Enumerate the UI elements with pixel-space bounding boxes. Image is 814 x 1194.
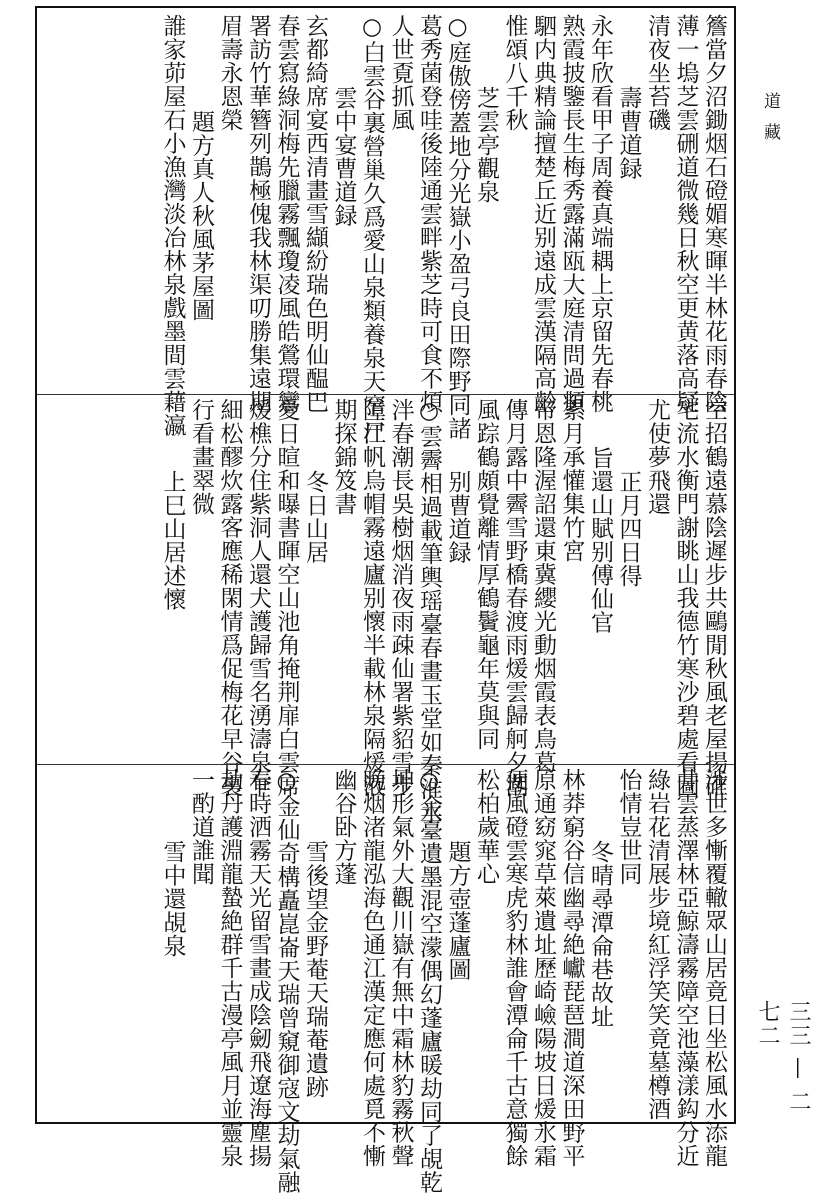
panel-divider (37, 394, 734, 395)
text-column: 駟内典精論擅楚丘近别遠成雲漢隔高齡 (530, 14, 556, 414)
text-column: 玄都綺席宴西清畫雪纈紛瑞色明仙醖巴 (302, 14, 328, 414)
text-column: 怡情豈世同 (615, 768, 642, 886)
text-column: 松柏歲華心 (473, 768, 499, 886)
text-column: ○金臺遺墨混空濛偶幻蓬廬暖劫同了覘乾 (416, 768, 442, 1194)
page-number: 三三 — 二七二 (755, 1000, 811, 1114)
text-column: 壽曹道録 (615, 86, 642, 180)
text-column: 題方壺蓬廬圖 (444, 840, 471, 981)
text-column: 惟頌八千秋 (501, 14, 528, 132)
text-column: 傳月露中霽雪野橋春渡雨煖雲歸舸夕潮 (501, 398, 528, 798)
text-column: 井雲蒸澤林亞鯨濤霧障空池藻漾鈎分近 (672, 768, 699, 1168)
column-group (45, 768, 728, 1194)
text-column: ○白雲谷裏營巢久爲愛山泉類養泉天窄戸 (359, 14, 385, 440)
text-column: 芝雲亭觀泉 (473, 86, 499, 204)
text-column: 林莽窮谷信幽尋絶巘琵琶澗道深田野平 (558, 768, 585, 1168)
page-frame (35, 6, 736, 1194)
text-column: 劫丹護淵龍蟄絶群千古漫亭風月並靈泉 (216, 768, 243, 1168)
text-column: 正月四日得 (615, 470, 642, 588)
text-column: 愛日暄和曝書暉空山池角掩荆扉白雲席 (273, 398, 300, 798)
text-column: 坤形氣外大觀川嶽有無中霜林豹霧秋聲 (387, 768, 414, 1168)
text-column: 永年欣看甲子周養真端耦上京留先春桃 (587, 14, 613, 414)
side-label: 道藏 (760, 92, 780, 154)
text-column: 涉世多慚覆轍眾山居竟日坐松風水添龍 (701, 768, 727, 1168)
text-column: 晚烟渚龍泓海色通江漢定應何處覓不慚 (359, 768, 385, 1168)
text-column: 冬日山居 (302, 470, 328, 564)
text-column: 煖樵分住紫洞人還犬護歸雪名湧濤泉乍 (245, 398, 271, 798)
text-column: 泮春潮長吳樹烟消夜雨疎仙署紫貂雪步 (387, 398, 414, 798)
text-column: 幽谷卧方蓬 (330, 768, 357, 886)
text-column: 熟霞披鑒長生梅秀露滿瓯大庭清問過頫 (558, 14, 585, 414)
text-column: 雪後望金野菴天瑞菴遺跡 (302, 840, 328, 1099)
text-column: 清夜坐苔磯 (644, 14, 670, 132)
text-column: 尤使夢飛還 (644, 398, 670, 516)
text-column: 空招鶴遠慕陰遲步共鷗閒秋風老屋揚碓 (701, 398, 727, 798)
panel-divider (37, 764, 734, 765)
text-column: 春時洒霧天光留雪畫成陰劒飛遼海塵揚 (245, 768, 271, 1168)
text-column: 誰家茆屋石小漁灣淡冶林泉戲墨間雲藉瀛 (159, 14, 186, 437)
text-panel-middle (45, 398, 728, 824)
text-column: 障江帆烏帽霧遠廬别懷半載林泉隔煖液 (359, 398, 385, 798)
text-column: 行看畫翠微 (188, 398, 214, 516)
text-panel-top (45, 14, 728, 440)
text-column: 綠岩花清展步境紅浮笑笑竟墓樽酒 (644, 768, 670, 1121)
column-group (45, 14, 728, 440)
text-column: 宅流水衡門謝眺山我德竹寒沙碧處看圖 (672, 398, 699, 798)
text-column: ○金仙奇構矗崑崙天瑞曾窺御寇文劫氣融 (273, 768, 300, 1194)
text-column: 題方真人秋風茅屋圖 (188, 110, 214, 322)
text-column: 原通窈窕草萊遺址歷崎嶮陽坡日煖氷霜 (530, 768, 556, 1168)
text-column: 期探錦笈書 (330, 398, 357, 516)
text-panel-bottom (45, 768, 728, 1194)
text-column: 累月承懽集竹宮 (558, 398, 585, 563)
text-column: ○庭傲傍蓋地分光嶽小盈弓良田際野同諸 (444, 14, 471, 440)
text-column: ○雲霽相過載筆輿瑶臺春畫玉堂如秦淮氷 (416, 398, 442, 824)
text-column: 人世覔抓風 (387, 14, 414, 132)
text-column: 雲中宴曹道録 (330, 86, 357, 227)
text-column: 署訪竹華簪列鵲極傀我林渠叨勝集遠期 (245, 14, 271, 414)
text-column: 風踪鶴頗覺離情厚鶴鬢龜年莫與同 (473, 398, 499, 751)
text-column: 春雲寫綠洞梅先臘霧飄瓊凌風皓鶯環鸞 (273, 14, 300, 414)
text-column: 細松醪炊露客應稀閑情爲促梅花早谷裏 (216, 398, 243, 798)
text-column: 簷當夕沼鋤烟石磴媚寒暉半林花雨春陰 (701, 14, 727, 414)
text-column: 眉壽永恩榮 (216, 14, 243, 132)
text-column: 别曹道録 (444, 470, 471, 564)
text-column: 便風磴雲寒虎豹林誰會潭侖千古意獨餘 (501, 768, 528, 1168)
text-column: 旨還山賦别傅仙官 (587, 446, 613, 634)
text-column: 一酌道誰聞 (188, 768, 214, 886)
text-column: 葛秀菌登哇後陸通雲畔紫芝時可食不煩 (416, 14, 442, 414)
text-column: 雪中還覘泉 (159, 840, 186, 958)
text-column: 帝恩隆渥詔還東冀纓光動烟霞表鳥葛 (530, 398, 556, 774)
text-column: 上巳山居述懷 (159, 470, 186, 611)
text-column: 薄一塢芝雲硎道微幾日秋空更黄落高疑 (672, 14, 699, 414)
text-column: 冬晴尋潭侖巷故址 (587, 840, 613, 1028)
column-group (45, 398, 728, 824)
